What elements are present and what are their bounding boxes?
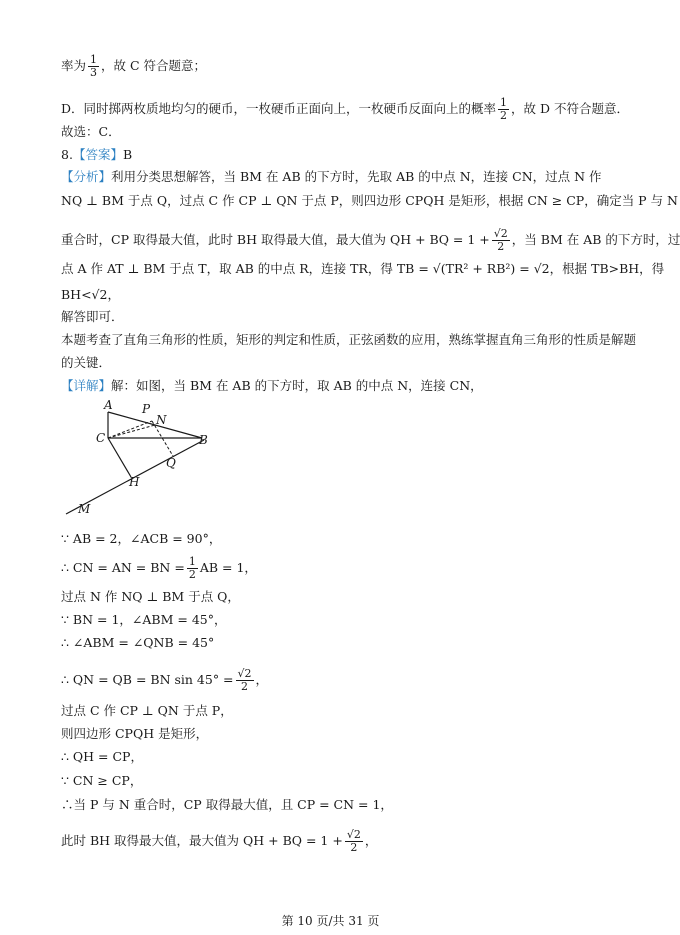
- text-line: ∴ QN = QB = BN sin 45° = $\frac{√2}{2}$ ，: [61, 667, 269, 693]
- analysis-tag: 【分析】: [61, 169, 112, 184]
- answer-tag: 【答案】: [72, 147, 123, 162]
- text-line: ∴ QH = CP，: [61, 749, 143, 764]
- fraction: $\frac{1}{2}$: [188, 555, 196, 581]
- text: D．同时掷两枚质地均匀的硬币，一枚硬币正面向上，一枚硬币反面向上的概率: [61, 101, 497, 116]
- segment-ch: [108, 438, 131, 477]
- text-line: 本题考查了直角三角形的性质，矩形的判定和性质，正弦函数的应用，熟练掌握直角三角形的性质是解题: [61, 332, 637, 347]
- text-line: [61, 96, 630, 122]
- text-line: ∵ CN ≥ CP，: [61, 773, 143, 788]
- text-line: 点 A 作 AT ⊥ BM 于点 T，取 AB 的中点 R，连接 TR，得 TB = √(TR² + RB²) = √2，根据 TB>BH，得: [61, 261, 665, 276]
- text: 率为: [61, 58, 87, 73]
- text-line: ∴当 P 与 N 重合时，CP 取得最大值，且 CP = CN = 1，: [61, 797, 393, 812]
- page-footer: 第 10 页/共 31 页: [281, 914, 380, 928]
- text-line: ∴ CN = AN = BN = $\frac{1}{2}$ AB = 1，: [61, 555, 257, 581]
- fraction: $\frac{√2}{2}$: [237, 667, 252, 693]
- text-line: 的关键．: [61, 355, 112, 370]
- text-line: ∵ BN = 1，∠ABM = 45°，: [61, 612, 227, 627]
- analysis-line: 【分析】利用分类思想解答，当 BM 在 AB 的下方时，先取 AB 的中点 N，连接 CN，过点 N 作: [61, 169, 602, 184]
- answer-line: 8.【答案】B: [61, 147, 133, 162]
- segment-cn: [108, 425, 155, 438]
- segment-ab: [108, 412, 202, 438]
- label-n: N: [156, 413, 167, 427]
- geometry-figure: [56, 396, 216, 516]
- fraction: $\frac{√2}{2}$: [346, 828, 361, 854]
- detail-line: 【详解】解：如图，当 BM 在 AB 的下方时，取 AB 的中点 N，连接 CN，: [61, 378, 483, 393]
- text-line: ∴ ∠ABM = ∠QNB = 45°: [61, 635, 215, 650]
- text: ，故 D 不符合题意．: [511, 101, 630, 116]
- text-line: 过点 C 作 CP ⊥ QN 于点 P，: [61, 703, 233, 718]
- text-line: 此时 BH 取得最大值，最大值为 QH + BQ = 1 + $\frac{√2}{2}$ ，: [61, 828, 378, 854]
- fraction: $\frac{1}{3}$: [90, 53, 98, 79]
- text-line: 重合时，CP 取得最大值，此时 BH 取得最大值，最大值为 QH + BQ = 1 + $\frac{√2}{2}$ ，当 BM 在 AB 的下方时，过: [61, 227, 680, 253]
- text-line: NQ ⊥ BM 于点 Q，过点 C 作 CP ⊥ QN 于点 P，则四边形 CPQH 是矩形，根据 CN ≥ CP，确定当 P 与 N: [61, 193, 678, 208]
- label-p: P: [142, 402, 151, 416]
- label-q: Q: [166, 456, 176, 470]
- text-line: 过点 N 作 NQ ⊥ BM 于点 Q，: [61, 589, 240, 604]
- text-line: 故选：C．: [61, 124, 121, 139]
- segment-cp: [108, 421, 152, 438]
- fraction: $\frac{1}{2}$: [500, 96, 508, 122]
- label-c: C: [96, 431, 106, 445]
- text-line: 解答即可．: [61, 309, 124, 324]
- text: ，故 C 符合题意；: [101, 58, 207, 73]
- text-line: BH<√2，: [61, 287, 120, 302]
- label-b: B: [199, 433, 208, 447]
- label-h: H: [129, 475, 140, 489]
- answer-value: B: [122, 147, 133, 162]
- detail-tag: 【详解】: [61, 378, 112, 393]
- text-line: [61, 54, 606, 79]
- text-line: 则四边形 CPQH 是矩形，: [61, 726, 209, 741]
- label-a: A: [104, 398, 113, 412]
- fraction: $\frac{√2}{2}$: [493, 227, 508, 253]
- label-m: M: [78, 502, 91, 516]
- text-line: ∵ AB = 2，∠ACB = 90°，: [61, 531, 222, 546]
